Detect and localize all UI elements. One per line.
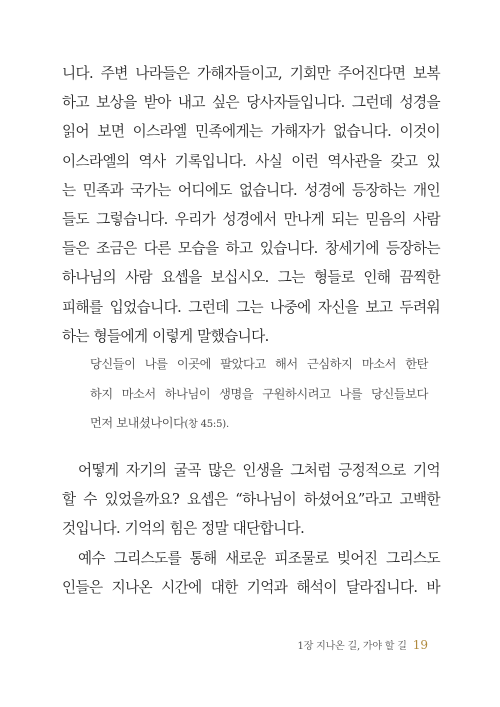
text-line: 하는 형들에게 이렇게 말했습니다. — [62, 327, 269, 345]
text-line: 는 민족과 국가는 어디에도 없습니다. 성경에 등장하는 개인 — [62, 181, 440, 199]
paragraph-top — [62, 59, 440, 351]
text-line: 인들은 지나온 시간에 대한 기억과 해석이 달라집니다. 바 — [62, 578, 440, 596]
text-line: 어떻게 자기의 굴곡 많은 인생을 그처럼 긍정적으로 기억 — [78, 462, 440, 479]
page-number: 19 — [412, 638, 428, 652]
running-head: 1장 지나온 길, 가야 할 길 — [297, 641, 407, 652]
page-footer — [298, 637, 428, 652]
scripture-reference: (창 45:5). — [184, 419, 229, 430]
text-line: 들은 조금은 다른 모습을 하고 있습니다. 창세기에 등장하는 — [62, 240, 440, 258]
text-line: 예수 그리스도를 통해 새로운 피조물로 빚어진 그리스도 — [78, 549, 440, 567]
text-line: 이스라엘의 역사 기록입니다. 사실 이런 역사관을 갖고 있 — [62, 152, 440, 170]
text-line: 하고 보상을 받아 내고 싶은 당사자들입니다. 그런데 성경을 — [62, 94, 440, 112]
text-line: 읽어 보면 이스라엘 민족에게는 가해자가 없습니다. 이것이 — [62, 123, 440, 141]
text-line: 니다. 주변 나라들은 가해자들이고, 기회만 주어진다면 보복 — [62, 65, 440, 82]
paragraph-bottom — [62, 456, 440, 602]
text-line: 피해를 입었습니다. 그런데 그는 나중에 자신을 보고 두려워 — [62, 298, 440, 316]
text-line: 하나님의 사람 요셉을 보십시오. 그는 형들로 인해 끔찍한 — [62, 269, 440, 287]
text-line: 것입니다. 기억의 힘은 정말 대단합니다. — [62, 520, 305, 538]
text-line: 할 수 있었을까요? 요셉은 “하나님이 하셨어요”라고 고백한 — [62, 491, 440, 509]
scripture-quote — [90, 350, 428, 439]
quote-text: 먼저 보내셨나이다 — [90, 416, 185, 430]
text-line: 들도 그렇습니다. 우리가 성경에서 만나게 되는 믿음의 사람 — [62, 210, 440, 228]
quote-line: 당신들이 나를 이곳에 팔았다고 해서 근심하지 마소서 한탄 — [90, 357, 428, 371]
quote-line-last — [90, 409, 428, 439]
quote-line: 하지 마소서 하나님이 생명을 구원하시려고 나를 당신들보다 — [90, 386, 428, 401]
